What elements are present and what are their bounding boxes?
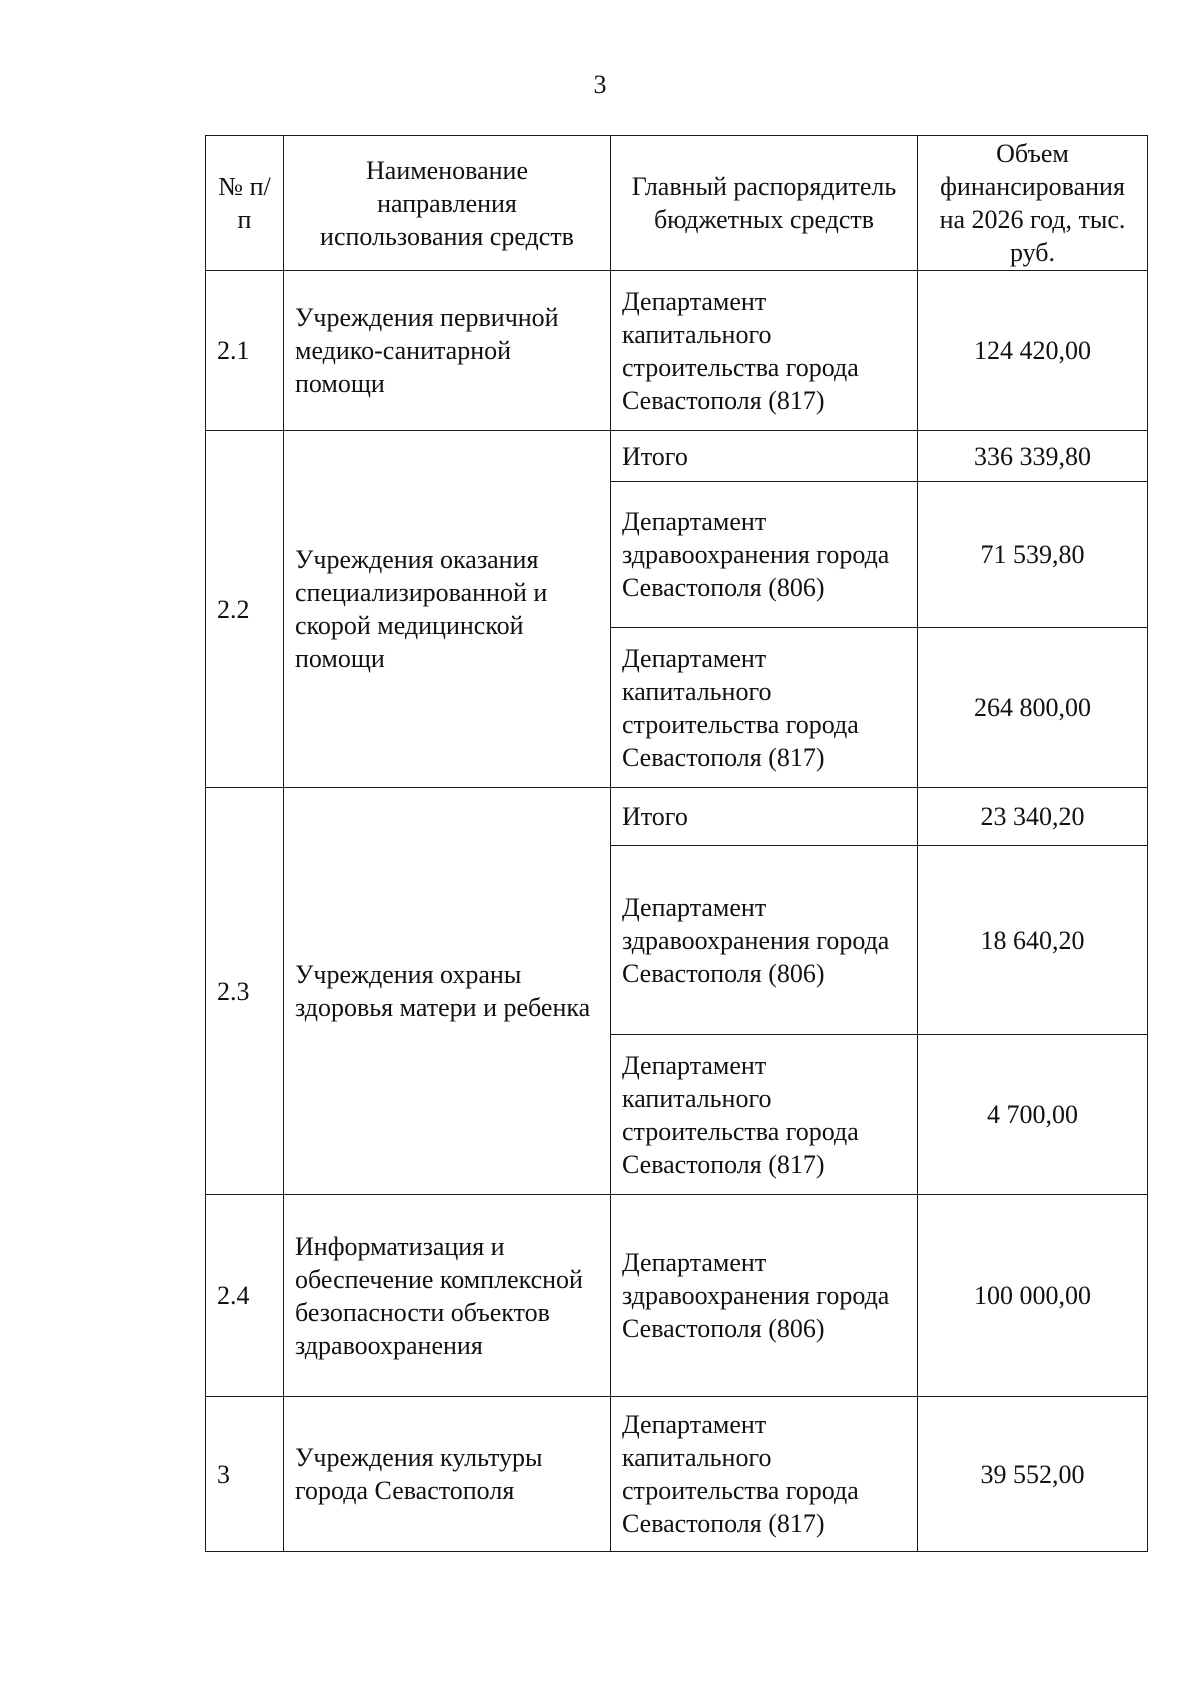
table-row [206,271,1148,431]
table-row [206,431,1148,482]
header-row [206,136,1148,271]
row-name: Учреждения оказания специализированной и скорой медицинской помощи [284,431,611,788]
row-number: 2.1 [206,271,284,431]
row-name: Информатизация и обеспечение комплексной безопасности объектов здравоохранения [284,1195,611,1397]
row-total-label: Итого [611,788,918,846]
row-amount: 39 552,00 [918,1397,1148,1552]
row-amount: 18 640,20 [918,846,1148,1035]
row-name: Учреждения культуры города Севастополя [284,1397,611,1552]
row-amount: 100 000,00 [918,1195,1148,1397]
row-total-label: Итого [611,431,918,482]
row-admin: Департамент капитального строительства города Севастополя (817) [611,271,918,431]
row-admin: Департамент здравоохранения города Севастополя (806) [611,482,918,628]
row-admin: Департамент здравоохранения города Севастополя (806) [611,1195,918,1397]
table-row [206,788,1148,846]
row-admin: Департамент здравоохранения города Севастополя (806) [611,846,918,1035]
row-number: 2.3 [206,788,284,1195]
row-name: Учреждения охраны здоровья матери и ребенка [284,788,611,1195]
row-amount: 71 539,80 [918,482,1148,628]
row-admin: Департамент капитального строительства города Севастополя (817) [611,1397,918,1552]
row-amount: 124 420,00 [918,271,1148,431]
table-row [206,1195,1148,1397]
row-amount: 4 700,00 [918,1035,1148,1195]
row-admin: Департамент капитального строительства города Севастополя (817) [611,1035,918,1195]
row-admin: Департамент капитального строительства города Севастополя (817) [611,628,918,788]
row-number: 2.4 [206,1195,284,1397]
table-row [206,1397,1148,1552]
row-name: Учреждения первичной медико-санитарной помощи [284,271,611,431]
page-number: 3 [593,70,607,99]
row-total-amount: 23 340,20 [918,788,1148,846]
row-amount: 264 800,00 [918,628,1148,788]
financing-table [205,135,1148,1552]
header-name: Наименование направления использования средств [284,136,611,271]
header-admin: Главный распорядитель бюджетных средств [611,136,918,271]
header-amount: Объем финансирования на 2026 год, тыс. руб. [918,136,1148,271]
row-number: 3 [206,1397,284,1552]
header-num: № п/п [206,136,284,271]
row-total-amount: 336 339,80 [918,431,1148,482]
row-number: 2.2 [206,431,284,788]
